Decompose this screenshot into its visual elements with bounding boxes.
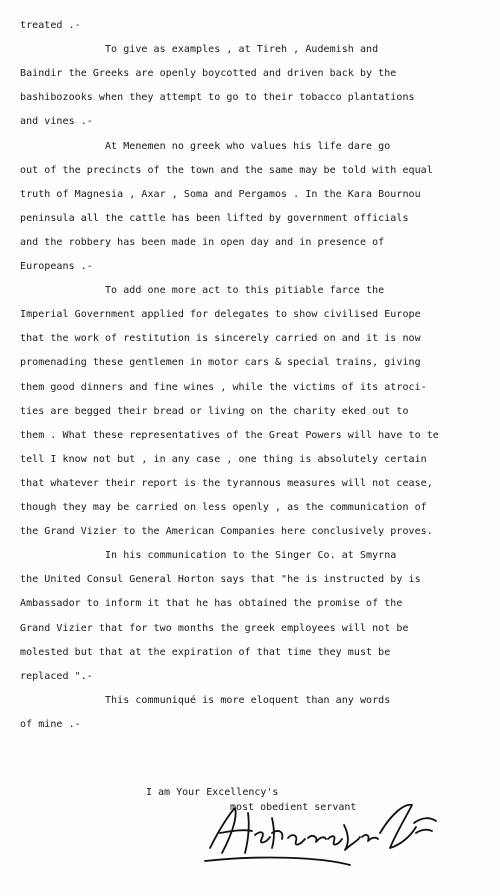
document-line: Ambassador to inform it that he has obtained the promise of the xyxy=(20,598,403,609)
closing-servant-line: most obedient servant xyxy=(230,802,357,813)
document-line: Imperial Government applied for delegates to show civilised Europe xyxy=(20,309,421,320)
document-line: molested but that at the expiration of that time they must be xyxy=(20,647,391,658)
document-line: This communiqué is more eloquent than any words xyxy=(20,695,391,706)
document-line: out of the precincts of the town and the same may be told with equal xyxy=(20,165,433,176)
closing-salutation: I am Your Excellency's xyxy=(146,787,279,798)
document-line: of mine .- xyxy=(20,719,81,730)
document-line: At Menemen no greek who values his life dare go xyxy=(20,141,391,152)
document-line: Baindir the Greeks are openly boycotted and driven back by the xyxy=(20,68,397,79)
document-line: Europeans .- xyxy=(20,261,93,272)
document-line: promenading these gentlemen in motor cars & special trains, giving xyxy=(20,357,421,368)
document-line: them good dinners and fine wines , while the victims of its atroci- xyxy=(20,382,427,393)
document-line: To give as examples , at Tireh , Audemish and xyxy=(20,44,379,55)
document-line: truth of Magnesia , Axar , Soma and Pergamos . In the Kara Bournou xyxy=(20,189,421,200)
handwritten-signature xyxy=(200,793,450,873)
document-line: the United Consul General Horton says that "he is instructed by is xyxy=(20,574,421,585)
document-line: treated .- xyxy=(20,20,81,31)
document-line: To add one more act to this pitiable farce the xyxy=(20,285,385,296)
document-line: them . What these representatives of the Great Powers will have to te xyxy=(20,430,439,441)
document-line: replaced ".- xyxy=(20,671,93,682)
document-line: that whatever their report is the tyrannous measures will not cease, xyxy=(20,478,433,489)
document-line: Grand Vizier that for two months the greek employees will not be xyxy=(20,623,409,634)
document-line: that the work of restitution is sincerely carried on and it is now xyxy=(20,333,421,344)
document-line: tell I know not but , in any case , one thing is absolutely certain xyxy=(20,454,427,465)
document-line: and the robbery has been made in open day and in presence of xyxy=(20,237,385,248)
document-line: bashibozooks when they attempt to go to their tobacco plantations xyxy=(20,92,415,103)
document-line: In his communication to the Singer Co. at Smyrna xyxy=(20,550,397,561)
document-line: though they may be carried on less openly , as the communication of xyxy=(20,502,427,513)
document-line: peninsula all the cattle has been lifted by government officials xyxy=(20,213,409,224)
document-line: and vines .- xyxy=(20,116,93,127)
document-line: ties are begged their bread or living on the charity eked out to xyxy=(20,406,409,417)
document-line: the Grand Vizier to the American Companies here conclusively proves. xyxy=(20,526,433,537)
